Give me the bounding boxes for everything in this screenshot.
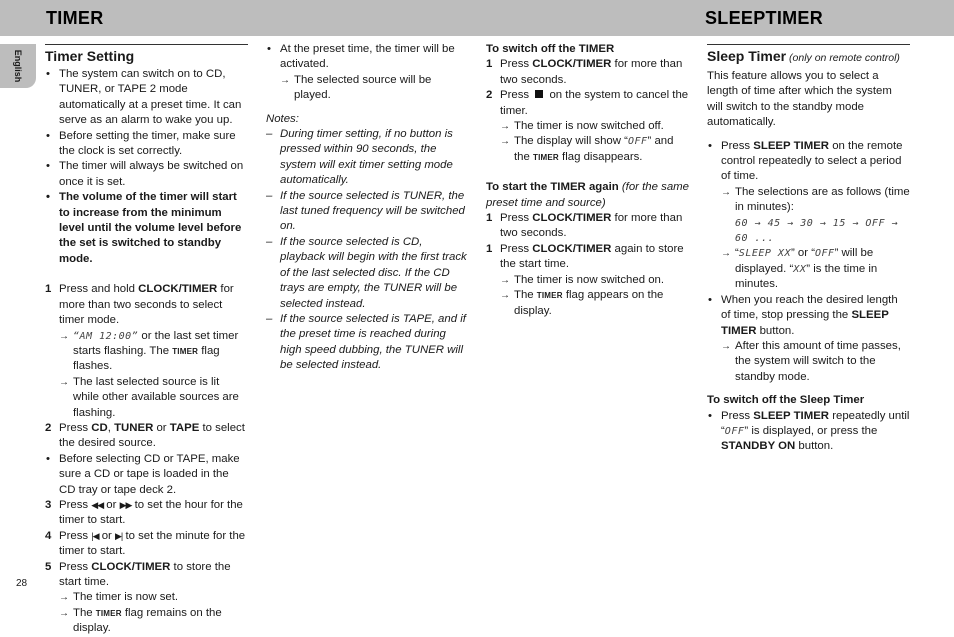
previous-icon: |◀ (91, 530, 99, 541)
timer-switch-column (486, 42, 692, 319)
timer-heading: TIMER (46, 8, 104, 28)
list-item: • Press SLEEP TIMER on the remote control repeatedly to select a period of time. (707, 139, 910, 185)
switch-off-sleep-title: To switch off the Sleep Timer (707, 394, 865, 407)
start-timer-again-title: To start the TIMER again (for the same preset time and source) (486, 181, 689, 209)
section-rule (707, 44, 910, 67)
note-item: – If the source selected is CD, playback will begin with the first track of the last selected disc. If the CD trays are empty, the TUNER will be selected instead. (266, 235, 470, 312)
off-step-2-result-1: → The timer is now switched off. (500, 119, 692, 134)
list-item: • Before setting the timer, make sure the clock is set correctly. (45, 129, 248, 160)
timer-setting-title: Timer Setting (45, 48, 135, 64)
sleeptimer-heading: SLEEPTIMER (705, 8, 824, 28)
step-1: 1 Press and hold CLOCK/TIMER for more than two seconds to select timer mode. (45, 283, 234, 327)
step-2: 2 Press CD, TUNER or TAPE to select the desired source. (45, 421, 245, 450)
standby-result: → After this amount of time passes, the system will switch to the standby mode. (721, 339, 910, 385)
step-1-result-2: → The last selected source is lit while other available sources are flashing. (59, 375, 248, 421)
stop-icon (535, 90, 543, 98)
note-item: – If the source selected is TUNER, the last tuned frequency will be switched on. (266, 189, 470, 235)
sleep-timer-intro: This feature allows you to select a length of time after which the system will switch to the standby mode automatically. (707, 70, 892, 129)
switch-off-timer-title: To switch off the TIMER (486, 43, 615, 55)
notes-title: Notes: (266, 112, 299, 125)
again-step-1: 1 Press CLOCK/TIMER for more than two seconds. (486, 212, 683, 240)
list-item: • The timer will always be switched on once it is set. (45, 159, 248, 190)
off-step-1: 1 Press CLOCK/TIMER for more than two seconds. (486, 58, 683, 86)
selection-result: → The selections are as follows (time in minutes): 60 → 45 → 30 → 15 → OFF → 60 ... (721, 185, 910, 247)
sleep-sequence: 60 → 45 → 30 → 15 → OFF → 60 ... (735, 217, 899, 245)
language-tab-label: English (13, 49, 23, 83)
step-3: 3 Press ◀◀ or ▶▶ to set the hour for the timer to start. (45, 498, 243, 527)
fast-forward-icon: ▶▶ (119, 499, 132, 510)
step-5: 5 Press CLOCK/TIMER to store the start time. (45, 560, 231, 588)
step-1-result-1: → “AM 12:00” or the last set timer starts flashing. The TIMER flag flashes. (59, 329, 248, 375)
note-item: – During timer setting, if no button is pressed within 90 seconds, the system will exit timer setting mode automatically. (266, 127, 470, 189)
step-5-result-1: → The timer is now set. (59, 590, 248, 605)
off-step-2-result-2: → The display will show “OFF” and the TIMER flag disappears. (500, 134, 692, 165)
display-result: → “SLEEP XX” or “OFF” will be displayed. “XX” is the time in minutes. (721, 246, 910, 292)
list-item: • The system can switch on to CD, TUNER, or TAPE 2 mode automatically at a preset time. It can serve as an alarm to wake you up. (45, 67, 248, 129)
list-item-warning: • The volume of the timer will start to increase from the minimum level until the volume level before the set is switched to standby mode. (45, 190, 248, 267)
rewind-icon: ◀◀ (91, 499, 104, 510)
again-step-2: 1 Press CLOCK/TIMER again to store the start time. (486, 242, 684, 271)
activation-result: → The selected source will be played. (280, 73, 470, 104)
step-2-note: • Before selecting CD or TAPE, make sure a CD or tape is loaded in the CD tray or tape deck 2. (45, 452, 248, 498)
section-rule (45, 44, 248, 65)
list-item: • At the preset time, the timer will be activated. (266, 42, 470, 73)
note-item: – If the source selected is TAPE, and if the preset time is reached during high speed dubbing, the TUNER will be selected instead. (266, 312, 470, 374)
page-number: 28 (16, 578, 28, 589)
list-item: • Press SLEEP TIMER repeatedly until “OFF” is displayed, or press the STANDBY ON button. (707, 409, 910, 455)
list-item: • When you reach the desired length of time, stop pressing the SLEEP TIMER button. (707, 293, 910, 339)
step-4: 4 Press |◀ or ▶| to set the minute for the timer to start. (45, 529, 246, 558)
next-icon: ▶| (115, 530, 123, 541)
timer-setting-column (45, 44, 248, 637)
sleep-timer-column (707, 44, 910, 455)
timer-notes-column (266, 42, 470, 374)
off-step-2: 2 Press on the system to cancel the timer. (486, 89, 689, 117)
again-step-2-result-2: → The TIMER flag appears on the display. (500, 288, 692, 319)
again-step-2-result-1: → The timer is now switched on. (500, 273, 692, 288)
sleep-timer-title: Sleep Timer (only on remote control) (707, 48, 900, 64)
step-5-result-2: → The TIMER flag remains on the display. (59, 606, 248, 637)
